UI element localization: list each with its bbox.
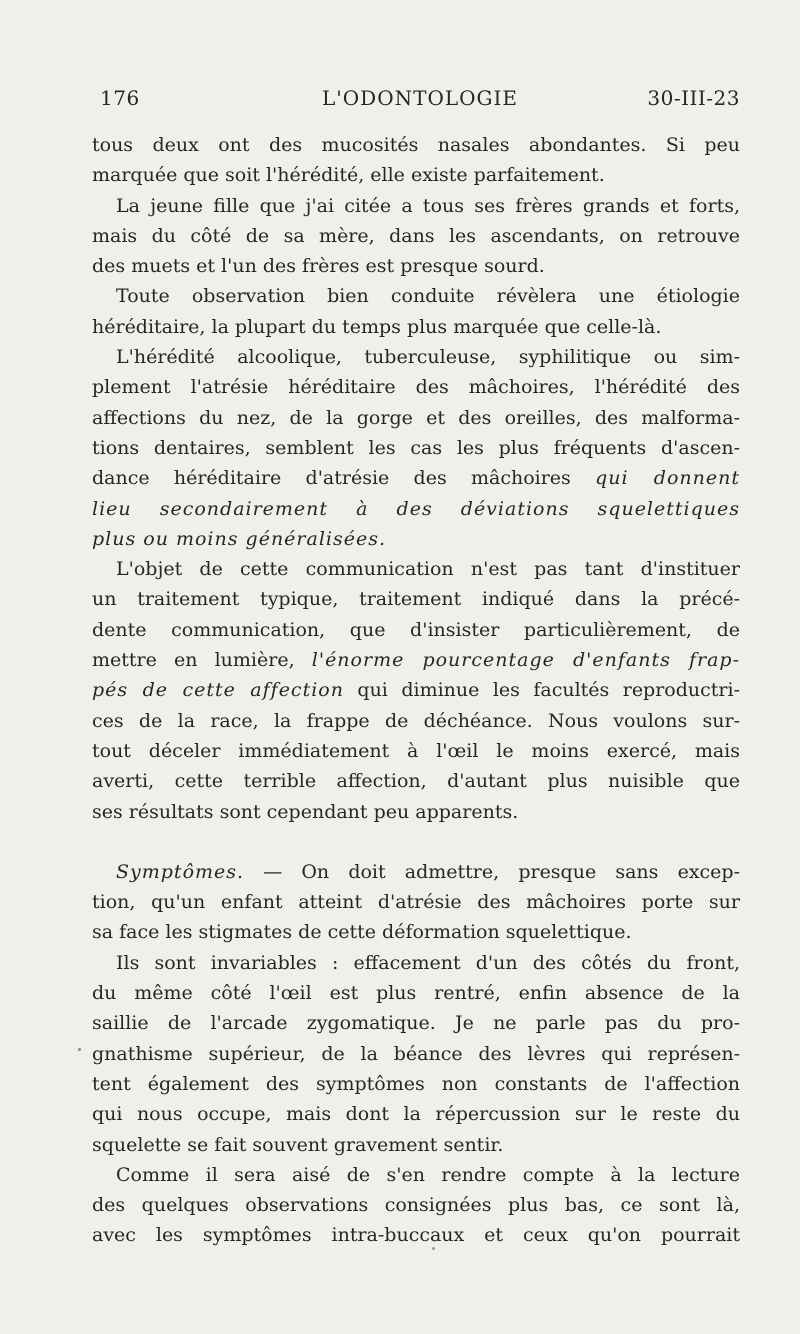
roman-text: des muets et l'un des frères est presque sourd. (92, 255, 545, 278)
text-line (92, 372, 740, 402)
text-line (92, 281, 740, 311)
roman-text: héréditaire, la plupart du temps plus marquée que celle-là. (92, 315, 662, 338)
roman-text: L'hérédité alcoolique, tuberculeuse, syphilitique ou sim- (116, 346, 740, 369)
text-line (92, 130, 740, 160)
text-line (92, 342, 740, 372)
italic-text: plus ou moins généralisées. (92, 527, 387, 550)
roman-text: tent également des symptômes non constants de l'affection (92, 1072, 740, 1095)
text-line (92, 251, 740, 281)
roman-text: qui diminue les facultés reproductri- (343, 679, 740, 702)
text-line (92, 524, 740, 554)
italic-text: pés de cette affection (92, 679, 344, 702)
text-line (92, 1008, 740, 1038)
page-number: 176 (100, 86, 140, 110)
roman-text: Ils sont invariables : effacement d'un des côtés du front, (116, 951, 740, 974)
roman-text: avec les symptômes intra-buccaux et ceux qu'on pourrait (92, 1224, 740, 1247)
text-line (92, 917, 740, 947)
text-line (92, 1160, 740, 1190)
text-line (92, 675, 740, 705)
running-title: L'ODONTOLOGIE (322, 86, 518, 110)
roman-text: La jeune fille que j'ai citée a tous ses frères grands et forts, (116, 194, 740, 217)
roman-text: sa face les stigmates de cette déformation squelettique. (92, 921, 632, 944)
roman-text: qui nous occupe, mais dont la répercussion sur le reste du (92, 1103, 740, 1126)
text-line (92, 978, 740, 1008)
italic-text: qui donnent (595, 467, 740, 490)
text-line (92, 554, 740, 584)
roman-text: dance héréditaire d'atrésie des mâchoires (92, 467, 571, 490)
roman-text: ses résultats sont cependant peu apparents. (92, 800, 519, 823)
roman-text: plement l'atrésie héréditaire des mâchoires, l'hérédité des (92, 376, 740, 399)
text-line (92, 1039, 740, 1069)
roman-text: marquée que soit l'hérédité, elle existe parfaitement. (92, 164, 605, 187)
margin-speck (78, 1048, 81, 1051)
text-line (92, 1130, 740, 1160)
text-line (92, 1190, 740, 1220)
italic-text: Symptômes. (116, 860, 245, 883)
roman-text: un traitement typique, traitement indiqué dans la précé- (92, 588, 740, 611)
text-line (92, 706, 740, 736)
text-line (92, 1220, 740, 1250)
text-line (92, 463, 740, 493)
text-line (92, 645, 740, 675)
text-line (92, 857, 740, 887)
text-line (92, 948, 740, 978)
text-line (92, 615, 740, 645)
section-gap (92, 827, 740, 857)
page-speck (432, 1247, 435, 1250)
roman-text: Toute observation bien conduite révèlera une étiologie (116, 285, 740, 308)
text-line (92, 494, 740, 524)
roman-text: squelette se fait souvent gravement sentir. (92, 1133, 504, 1156)
roman-text: affections du nez, de la gorge et des oreilles, des malforma- (92, 406, 740, 429)
text-line (92, 1069, 740, 1099)
text-line (92, 221, 740, 251)
italic-text: l'énorme pourcentage d'enfants frap- (311, 649, 741, 672)
text-line (92, 312, 740, 342)
text-line (92, 887, 740, 917)
running-header (100, 86, 740, 122)
roman-text: tous deux ont des mucosités nasales abondantes. Si peu (92, 134, 740, 156)
roman-text: mettre en lumière, (92, 649, 295, 672)
text-line (92, 160, 740, 190)
roman-text: tion, qu'un enfant atteint d'atrésie des mâchoires porte sur (92, 891, 740, 914)
roman-text: ces de la race, la frappe de déchéance. Nous voulons sur- (92, 709, 740, 732)
text-line (92, 191, 740, 221)
roman-text: — On doit admettre, presque sans excep- (244, 860, 740, 883)
issue-date: 30-III-23 (647, 86, 740, 110)
roman-text: tions dentaires, semblent les cas les plus fréquents d'ascen- (92, 436, 740, 459)
text-line (92, 584, 740, 614)
roman-text: mais du côté de sa mère, dans les ascendants, on retrouve (92, 224, 740, 247)
text-line (92, 433, 740, 463)
roman-text: des quelques observations consignées plus bas, ce sont là, (92, 1194, 740, 1217)
roman-text: gnathisme supérieur, de la béance des lèvres qui représen- (92, 1042, 740, 1065)
body-text (92, 130, 740, 1251)
roman-text: L'objet de cette communication n'est pas tant d'instituer (116, 558, 740, 581)
roman-text: dente communication, que d'insister particulièrement, de (92, 618, 740, 641)
text-line (92, 797, 740, 827)
text-line (92, 766, 740, 796)
text-line (92, 736, 740, 766)
roman-text: du même côté l'œil est plus rentré, enfin absence de la (92, 982, 740, 1005)
roman-text: Comme il sera aisé de s'en rendre compte à la lecture (116, 1163, 740, 1186)
roman-text: averti, cette terrible affection, d'autant plus nuisible que (92, 770, 740, 793)
roman-text: saillie de l'arcade zygomatique. Je ne parle pas du pro- (92, 1012, 740, 1035)
text-line (92, 1099, 740, 1129)
roman-text: tout déceler immédiatement à l'œil le moins exercé, mais (92, 739, 740, 762)
italic-text: lieu secondairement à des déviations squelettiques (92, 497, 740, 520)
text-line (92, 403, 740, 433)
